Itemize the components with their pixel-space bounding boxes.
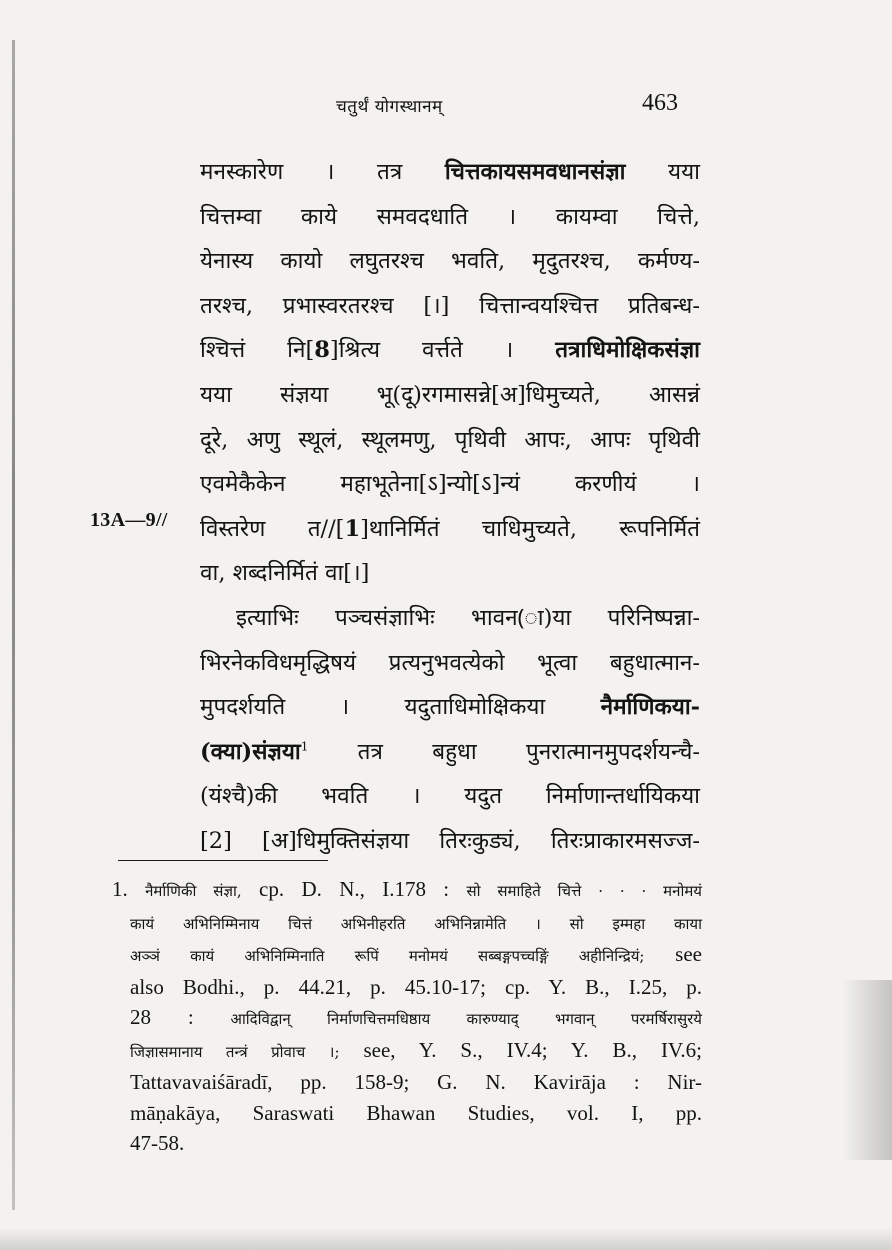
text-run: श्चित्तं नि[ [200, 337, 315, 364]
text-run: 1 [344, 515, 361, 542]
footnotes-block [112, 874, 702, 1159]
text-line-l1 [200, 150, 700, 195]
text-line-l8 [200, 462, 700, 507]
text-run: यया [625, 159, 700, 185]
footnote-line-f5 [112, 1002, 702, 1035]
scan-right-shadow [842, 980, 892, 1160]
text-run: वा, शब्दनिर्मितं वा[।] [200, 560, 370, 587]
text-line-l15 [200, 774, 700, 819]
text-run: 8 [314, 337, 330, 364]
text-run: दूरे, अणु स्थूलं, स्थूलमणु, पृथिवी आपः, आपः पृथिवी [200, 426, 700, 453]
text-run: विस्तरेण त//[ [200, 515, 345, 542]
text-run: नैर्माणिकी संज्ञा, [145, 882, 242, 900]
text-run: Tattavavaiśāradī, pp. 158-9; G. N. Kavirāja : Nir- [130, 1070, 702, 1094]
footnote-line-f4 [112, 972, 702, 1003]
text-run: येनास्य कायो लघुतरश्च भवति, मृदुतरश्च, कर्मण्य- [200, 248, 700, 275]
text-run: māṇakāya, Saraswati Bhawan Studies, vol. I, pp. [130, 1100, 702, 1125]
page-number: 463 [642, 90, 678, 116]
running-head: चतुर्थं योगस्थानम् [336, 97, 443, 117]
text-run: तरश्च, प्रभास्वरतरश्च [।] चित्तान्वयश्चित्त प्रतिबन्ध- [200, 292, 700, 319]
text-run: तत्राधिमोक्षिकसंज्ञा [555, 337, 700, 364]
footnote-line-f7 [112, 1067, 702, 1098]
text-run: see, Y. S., IV.4; Y. B., IV.6; [339, 1037, 702, 1062]
text-line-l16 [200, 819, 700, 864]
text-line-l11 [200, 596, 700, 641]
text-run: आदिविद्वान् निर्माणचित्तमधिष्ठाय कारुण्याद् भगवान् परमर्षिरासुरये [230, 1010, 702, 1028]
footnote-line-f3 [112, 939, 702, 972]
text-line-l14 [200, 730, 700, 775]
text-run: नैर्माणिकया- [600, 694, 700, 721]
footnote-line-f9 [112, 1128, 702, 1159]
text-run: (यंश्चै)की भवति । यदुत निर्माणान्तर्धायिकया [200, 783, 700, 810]
footnote-line-f8 [112, 1098, 702, 1129]
main-text-block [200, 150, 700, 864]
footnote-divider [118, 860, 328, 861]
text-run: चित्तकायसमवधानसंज्ञा [444, 159, 626, 185]
text-run: see [644, 942, 702, 966]
text-line-l13 [200, 685, 700, 730]
text-line-l9 [200, 507, 700, 552]
text-run: कायं अभिनिम्मिनाय चित्तं अभिनीहरति अभिनिन्नामेति । सो इम्महा काया [130, 914, 702, 933]
text-line-l10 [200, 551, 700, 596]
text-run: मुपदर्शयति । यदुताधिमोक्षिकया [200, 694, 601, 721]
text-run: ]थानिर्मितं चाधिमुच्यते, रूपनिर्मितं [360, 515, 700, 542]
text-run: ]श्रित्य वर्त्तते । [329, 337, 556, 364]
scan-bottom-edge [0, 1228, 892, 1250]
text-run: मनस्कारेण । तत्र [200, 159, 445, 185]
text-run: (क्या)संज्ञया [200, 738, 301, 765]
text-line-l7 [200, 418, 700, 463]
text-run: 28 : [130, 1005, 231, 1029]
text-run: इत्याभिः पञ्चसंज्ञाभिः भावन(ा)या परिनिष्पन्ना- [236, 604, 700, 631]
text-run: भिरनेकविधमृद्धिषयं प्रत्यनुभवत्येको भूत्वा बहुधात्मान- [200, 649, 700, 676]
text-line-l2 [200, 195, 700, 240]
text-run: सो समाहिते चित्ते · · · मनोमयं [466, 882, 702, 900]
text-run: जिज्ञासमानाय तन्त्रं प्रोवाच ।; [130, 1042, 340, 1061]
footnote-line-f2 [112, 907, 702, 940]
text-line-l3 [200, 239, 700, 284]
text-run: [2] [अ]धिमुक्तिसंज्ञया तिरःकुड्यं, तिरःप्राकारमसज्ज- [200, 827, 700, 854]
text-run: cp. D. N., I.178 : [241, 877, 467, 901]
footnote-line-f6 [112, 1035, 702, 1068]
text-line-l4 [200, 284, 700, 329]
text-run: अञ्ञं कायं अभिनिम्मिनाति रूपिं मनोमयं सब्बङ्गपच्चङ्गिं अहीनिन्द्रियं; [130, 947, 645, 965]
text-run: also Bodhi., p. 44.21, p. 45.10-17; cp. Y. B., I.25, p. [130, 974, 702, 999]
scan-edge-shadow [12, 40, 15, 1210]
text-line-l5 [200, 328, 700, 373]
text-run: एवमेकैकेन महाभूतेना[ऽ]न्यो[ऽ]न्यं करणीयं । [200, 471, 700, 498]
margin-folio-reference: 13A—9// [90, 509, 168, 531]
text-line-l6 [200, 373, 700, 418]
text-run: 47-58. [130, 1131, 185, 1155]
text-line-l12 [200, 641, 700, 686]
footnote-marker: 1 [300, 739, 309, 754]
text-run: यया संज्ञया भू(दू)रगमासन्ने[अ]धिमुच्यते, आसन्नं [200, 381, 700, 408]
text-run: तत्र बहुधा पुनरात्मानमुपदर्शयन्चै- [308, 738, 700, 765]
text-run: चित्तम्वा काये समवदधाति । कायम्वा चित्ते, [200, 203, 700, 230]
footnote-line-f1 [112, 874, 702, 907]
footnote-number: 1. [112, 877, 146, 901]
